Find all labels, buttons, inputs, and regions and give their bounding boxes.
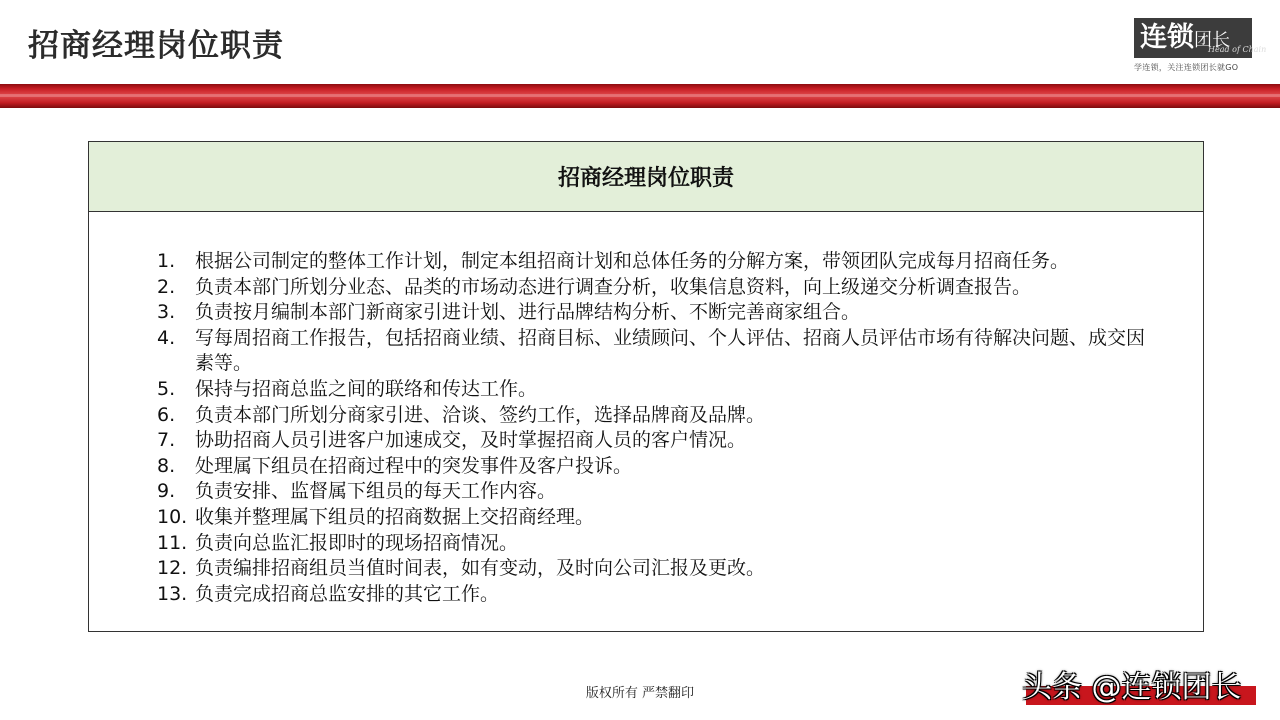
item-number: 12. bbox=[157, 557, 188, 580]
list-item bbox=[157, 377, 1157, 403]
list-item bbox=[157, 531, 1157, 557]
list-item bbox=[157, 582, 1157, 608]
logo-main-text: 连锁 bbox=[1140, 22, 1194, 53]
duty-table-title: 招商经理岗位职责 bbox=[557, 166, 734, 191]
item-text: 负责安排、监督属下组员的每天工作内容。 bbox=[195, 480, 557, 503]
list-item bbox=[157, 454, 1157, 480]
logo-subtitle: Head of Chain bbox=[1208, 45, 1267, 54]
item-number: 10. bbox=[157, 505, 188, 528]
item-number: 5. bbox=[157, 377, 176, 400]
list-item bbox=[157, 403, 1157, 429]
item-text: 处理属下组员在招商过程中的突发事件及客户投诉。 bbox=[195, 454, 633, 477]
item-number: 3. bbox=[157, 301, 176, 324]
item-text: 负责按月编制本部门新商家引进计划、进行品牌结构分析、不断完善商家组合。 bbox=[195, 301, 861, 324]
logo-badge bbox=[1134, 18, 1267, 58]
item-number: 6. bbox=[157, 403, 176, 426]
item-number: 1. bbox=[157, 250, 176, 272]
item-text: 协助招商人员引进客户加速成交，及时掌握招商人员的客户情况。 bbox=[195, 429, 747, 452]
item-text: 收集并整理属下组员的招商数据上交招商经理。 bbox=[195, 505, 595, 528]
item-number: 2. bbox=[157, 275, 176, 298]
list-item bbox=[157, 275, 1157, 301]
list-item bbox=[157, 300, 1157, 326]
duty-table-header bbox=[89, 142, 1203, 212]
list-item bbox=[157, 479, 1157, 505]
item-text: 写每周招商工作报告，包括招商业绩、招商目标、业绩顾问、个人评估、招商人员评估市场有待解决问题、成交因素等。 bbox=[195, 326, 1146, 375]
header-divider-band bbox=[0, 84, 1280, 108]
list-item bbox=[157, 249, 1157, 275]
item-text: 负责编排招商组员当值时间表，如有变动，及时向公司汇报及更改。 bbox=[195, 557, 766, 580]
item-text: 负责完成招商总监安排的其它工作。 bbox=[195, 582, 500, 605]
list-item bbox=[157, 428, 1157, 454]
list-item bbox=[157, 326, 1157, 377]
watermark: 头条 @连锁团长 bbox=[1022, 670, 1242, 705]
item-number: 13. bbox=[157, 582, 188, 605]
list-item bbox=[157, 556, 1157, 582]
logo-rest-text: 团长 bbox=[1194, 30, 1230, 51]
brand-logo bbox=[1134, 18, 1267, 74]
item-text: 保持与招商总监之间的联络和传达工作。 bbox=[195, 377, 538, 400]
page-title: 招商经理岗位职责 bbox=[28, 28, 284, 64]
item-number: 11. bbox=[157, 531, 188, 554]
item-number: 8. bbox=[157, 454, 176, 477]
item-number: 4. bbox=[157, 326, 176, 349]
item-text: 负责本部门所划分商家引进、洽谈、签约工作，选择品牌商及品牌。 bbox=[195, 403, 766, 426]
duty-table bbox=[88, 141, 1204, 632]
item-number: 7. bbox=[157, 429, 176, 452]
logo-tagline: 学连锁，关注连锁团长就GO bbox=[1134, 63, 1239, 72]
duty-list bbox=[157, 249, 1157, 607]
item-text: 根据公司制定的整体工作计划，制定本组招商计划和总体任务的分解方案，带领团队完成每月招商任务。 bbox=[195, 250, 1070, 272]
list-item bbox=[157, 505, 1157, 531]
item-text: 负责向总监汇报即时的现场招商情况。 bbox=[195, 531, 519, 554]
item-number: 9. bbox=[157, 480, 176, 503]
copyright-notice: 版权所有 严禁翻印 bbox=[585, 686, 695, 701]
item-text: 负责本部门所划分业态、品类的市场动态进行调查分析，收集信息资料，向上级递交分析调查报告。 bbox=[195, 275, 1032, 298]
